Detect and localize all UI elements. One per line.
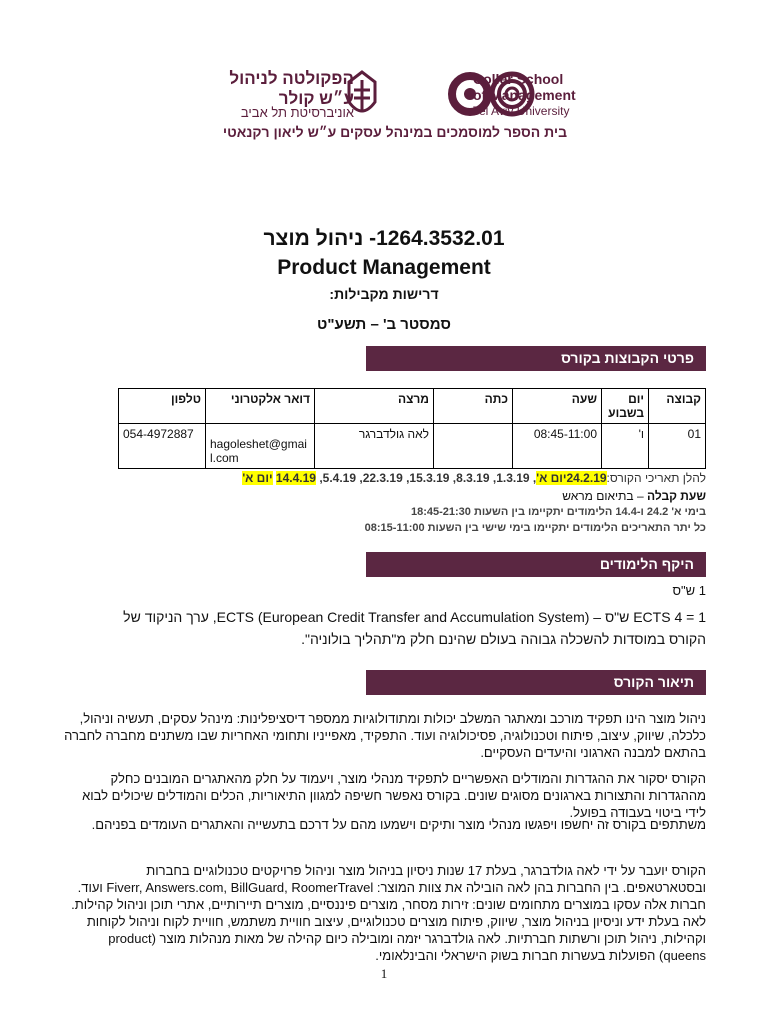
logo-english-line-3: Tel Aviv University	[473, 104, 570, 118]
cell-classroom	[434, 424, 513, 469]
reception-value: – בתיאום מראש	[562, 489, 647, 503]
description-paragraph-2: הקורס יסקור את ההגדרות והמודלים האפשריים לתפקיד מנהלי מוצר, ויעמוד על חלק מהאתגרים המובנים כחלק מההגדרות והתצורות בארגונים מסוגים שונים. בקורס נאפשר חשיפה למגוון התיאוריות, הכלים והמודלים שיכולים לבוא לידי ביטוי בעבודה בפועל.	[82, 771, 706, 820]
date-note-2: יום א'	[242, 471, 273, 485]
logo-english-line-2: of Management	[473, 87, 576, 103]
course-dates-line	[46, 470, 706, 487]
semester-label: סמסטר ב' – תשע"ט	[317, 316, 451, 333]
reception-hours	[46, 488, 706, 505]
school-subtitle: בית הספר למוסמכים במינהל עסקים ע״ש ליאון רקנאטי	[222, 124, 568, 140]
header-time: שעה	[513, 389, 602, 424]
reception-label: שעת קבלה	[646, 489, 706, 503]
section-header-scope: היקף הלימודים	[366, 552, 706, 577]
description-paragraph-1: ניהול מוצר הינו תפקיד מורכב ומאתגר המשלב יכולות ומתודולוגיות ממספר דיסציפלינות: מינהל עסקים, תעשיה וניהול, כלכלה, שיווק, עיצוב, פיתוח וטכנולוגיה, פסיכולוגיה ועוד. התפקיד, מאפייניו ותחומי האחריות שבו משתנים מחברה לחברה בהתאם למבנה הארגוני והיעדים העסקיים.	[64, 711, 706, 760]
cell-weekday: ו'	[602, 424, 649, 469]
description-paragraph-4: הקורס יועבר על ידי לאה גולדברגר, בעלת 17 שנות ניסיון בניהול מוצר וניהול פרויקטים טכנולוגיים בחברות ובסטארטאפים. בין החברות בהן לאה הובילה את צוות המוצר: Fiverr, Answers.com, BillGuard, RoomerTravel ועוד. חברות אלה עסקו במוצרים מתחומים שונים: זירות מסחר, מוצרים פיננסיים, מוצרים תיירותיים, אתרי תוכן וניהול קהילות. לאה בעלת ידע וניסיון בניהול מוצר, שיווק, פיתוח מוצרים טכנולוגיים, עיצוב חוויית משתמש, חוויית לקוח וניהול לקוחות וקהילות, ניהול תוכן ורשתות חברתיות. לאה גולדברגר יזמה ומובילה כיום קהילה של מאות מנהלות מוצר (product queens) הפועלות בעשרות חברות בשוק הישראלי והבינלאומי.	[71, 863, 706, 963]
header-classroom: כתה	[434, 389, 513, 424]
cell-phone: 054-4972887	[119, 424, 206, 469]
header-lecturer: מרצה	[315, 389, 434, 424]
table-header-row	[119, 389, 706, 424]
scope-ects-line: 1 = ECTS 4 ש"ס – ECTS (European Credit Transfer and Accumulation System), ערך הניקוד של	[123, 609, 706, 625]
prerequisites-label: דרישות מקבילות:	[329, 286, 439, 302]
groups-table	[118, 388, 706, 469]
logo-hebrew-line-2: ע״ש קולר	[278, 89, 354, 108]
scope-credits: 1 ש"ס	[672, 583, 706, 598]
dates-note-2: כל יתר התאריכים הלימודים יתקיימו בימי שישי בין השעות 08:15-11:00	[364, 522, 706, 534]
header-email: דואר אלקטרוני	[206, 389, 315, 424]
logo-english-line-1: Coller School	[473, 71, 564, 87]
course-title-english: Product Management	[277, 256, 491, 279]
header-group: קבוצה	[649, 389, 706, 424]
logo-hebrew-line-3: אוניברסיטת תל אביב	[240, 105, 354, 120]
table-row	[119, 424, 706, 469]
description-paragraph-3: משתתפים בקורס זה יחשפו ויפגשו מנהלי מוצר ותיקים וישמעו מהם על דרכם בתעשייה והאתגרים העומדים בפניהם.	[91, 817, 706, 832]
section-header-groups: פרטי הקבוצות בקורס	[366, 346, 706, 371]
course-title-hebrew: 1264.3532.01- ניהול מוצר	[263, 227, 505, 250]
dates-note-1: בימי א' 24.2 ו-14.4 הלימודים יתקיימו בין השעות 18:45-21:30	[410, 506, 706, 518]
cell-time: 08:45-11:00	[513, 424, 602, 469]
dates-middle: , 1.3.19, 8.3.19, 15.3.19, 22.3.19, 5.4.19,	[319, 471, 537, 485]
dates-prefix: להלן תאריכי הקורס:	[606, 471, 706, 485]
section-header-description: תיאור הקורס	[366, 670, 706, 695]
header-phone: טלפון	[119, 389, 206, 424]
header-weekday: יום בשבוע	[602, 389, 649, 424]
cell-group: 01	[649, 424, 706, 469]
cell-email[interactable]: hagoleshet@gmail.com	[206, 424, 315, 469]
logo-hebrew-line-1: הפקולטה לניהול	[229, 69, 354, 88]
date-note-1: יום א'	[536, 471, 567, 485]
date-highlight-1: 24.2.19	[566, 471, 607, 485]
date-highlight-2: 14.4.19	[275, 471, 316, 485]
page-number: 1	[380, 966, 388, 981]
cell-lecturer: לאה גולדברגר	[315, 424, 434, 469]
scope-ects-line-2: הקורס במוסדות להשכלה גבוהה בעולם שהינם חלק מ"תהליך בולוניה".	[301, 631, 706, 647]
